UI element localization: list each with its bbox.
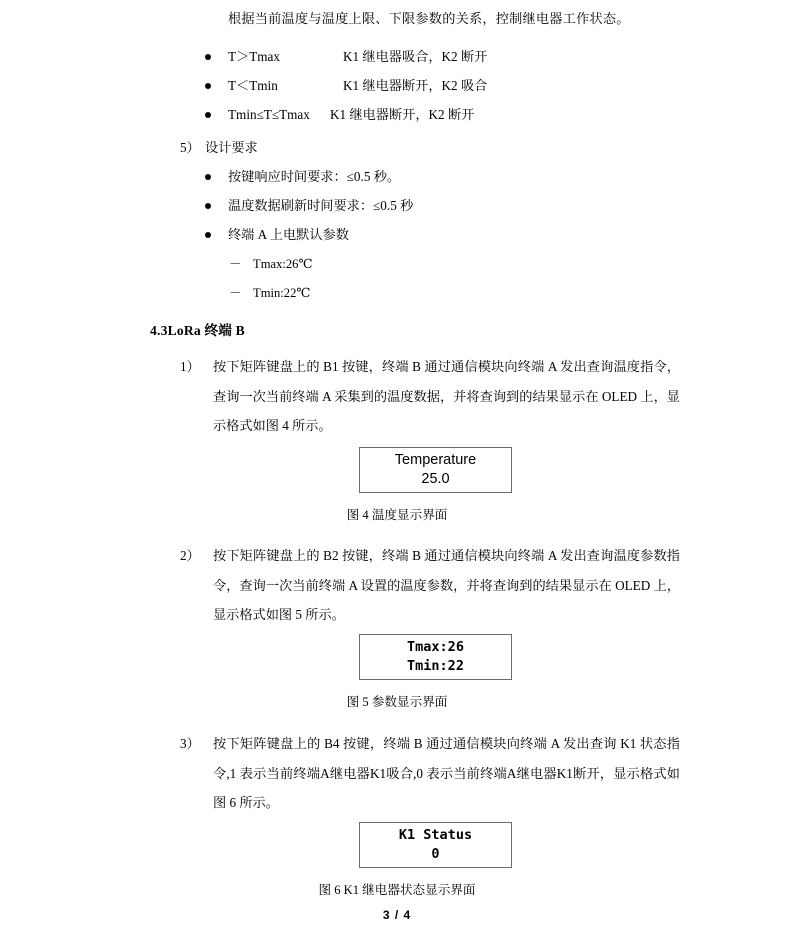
list-marker: 1） (180, 359, 200, 374)
list-marker: 2） (180, 548, 200, 563)
oled-line-2: 0 (431, 846, 440, 862)
list-marker: 5） (180, 140, 200, 155)
section-item-text: 按下矩阵键盘上的 B1 按键，终端 B 通过通信模块向终端 A 发出查询温度指令，查询一次当前终端 A 采集到的温度数据，并将查询到的结果显示在 OLED 上，显示格式如图 4 所示。 (213, 359, 680, 433)
condition-result: K1 继电器吸合，K2 断开 (343, 49, 488, 64)
oled-line-1: Temperature (394, 452, 477, 468)
design-requirements-title: 设计要求 (205, 140, 258, 155)
requirement-text: 终端 A 上电默认参数 (228, 227, 349, 242)
page-number-footer: 3 / 4 (382, 908, 412, 922)
oled-line-1: Tmax:26 (407, 639, 464, 655)
intro-paragraph: 根据当前温度与温度上限、下限参数的关系，控制继电器工作状态。 (228, 11, 630, 26)
oled-line-2: Tmin:22 (407, 658, 464, 674)
condition-expression: Tmin≤T≤Tmax (228, 107, 310, 122)
requirement-text: 按键响应时间要求：≤0.5 秒。 (228, 169, 401, 184)
bullet-icon (205, 174, 211, 180)
dash-marker: － (229, 286, 242, 300)
condition-result: K1 继电器断开，K2 断开 (330, 107, 475, 122)
default-parameter-text: Tmin:22℃ (253, 286, 311, 300)
section-heading: 4.3LoRa 终端 B (150, 323, 245, 338)
bullet-icon (205, 232, 211, 238)
requirement-text: 温度数据刷新时间要求：≤0.5 秒 (228, 198, 414, 213)
section-item-text: 按下矩阵键盘上的 B2 按键，终端 B 通过通信模块向终端 A 发出查询温度参数指令，查询一次当前终端 A 设置的温度参数，并将查询到的结果显示在 OLED 上，显示格式如图 5 所示。 (213, 548, 680, 622)
condition-expression: T＞Tmax (228, 49, 281, 64)
default-parameter-text: Tmax:26℃ (253, 257, 313, 271)
figure-5-caption: 图 5 参数显示界面 (346, 695, 448, 709)
figure-4-oled-display (359, 447, 512, 493)
section-item-text: 按下矩阵键盘上的 B4 按键，终端 B 通过通信模块向终端 A 发出查询 K1 状态指令,1 表示当前终端A继电器K1吸合,0 表示当前终端A继电器K1断开，显示格式如图 6 所示。 (213, 736, 680, 810)
dash-marker: － (229, 257, 242, 271)
bullet-icon (205, 54, 211, 60)
list-marker: 3） (180, 736, 200, 751)
oled-line-1: K1 Status (398, 827, 473, 843)
condition-expression: T＜Tmin (228, 78, 278, 93)
oled-line-2: 25.0 (421, 471, 450, 487)
bullet-icon (205, 83, 211, 89)
condition-result: K1 继电器断开，K2 吸合 (343, 78, 488, 93)
figure-6-caption: 图 6 K1 继电器状态显示界面 (318, 883, 476, 897)
figure-4-caption: 图 4 温度显示界面 (346, 508, 448, 522)
figure-5-oled-display (359, 634, 512, 680)
bullet-icon (205, 112, 211, 118)
bullet-icon (205, 203, 211, 209)
figure-6-oled-display (359, 822, 512, 868)
